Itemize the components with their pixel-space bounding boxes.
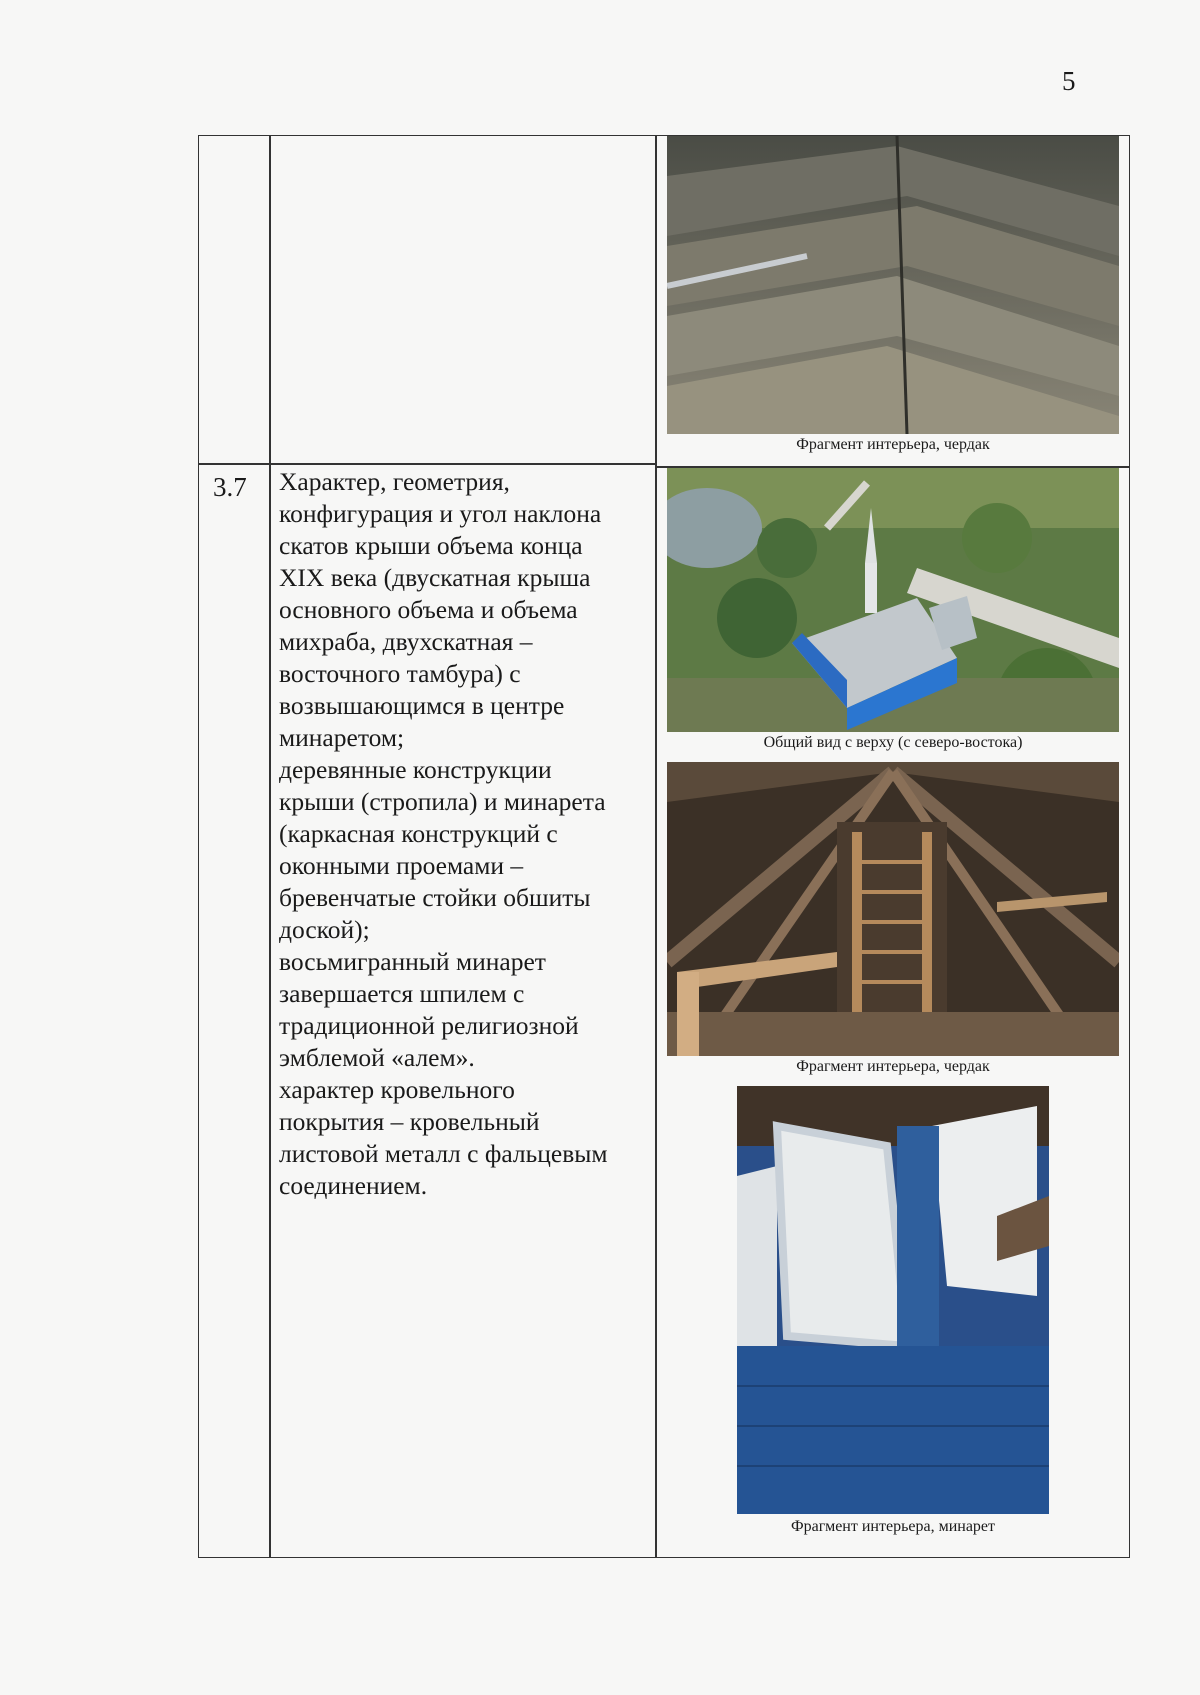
page-number: 5 <box>1062 66 1076 96</box>
heritage-table <box>198 135 1130 1558</box>
photo-caption: Фрагмент интерьера, чердак <box>796 436 990 453</box>
aerial-mosque-photo <box>667 468 1119 732</box>
log-wall-photo <box>667 136 1119 434</box>
row-number: 3.7 <box>213 472 247 502</box>
column-divider-description <box>655 136 657 1557</box>
photo-caption: Фрагмент интерьера, чердак <box>796 1058 990 1075</box>
attic-rafters-photo <box>667 762 1119 1056</box>
column-divider-number <box>269 136 271 1557</box>
row-description: Характер, геометрия, конфигурация и угол наклона скатов крыши объема конца XIX века (двускатная крыша основного объема и объема михраба, двухскатная – восточного тамбура) с возвышающимся в центре минаретом; деревянные конструкции крыши (стропила) и минарета (каркасная конструкций с оконными проемами – бревенчатые стойки обшиты доской); восьмигранный минарет завершается шпилем с традиционной религиозной эмблемой «алем». характер кровельного покрытия – кровельный листовой металл с фальцевым соединением. <box>279 467 608 1200</box>
photo-caption: Общий вид с верху (с северо-востока) <box>763 734 1023 751</box>
minaret-interior-photo <box>737 1086 1049 1514</box>
photo-caption: Фрагмент интерьера, минарет <box>790 1518 996 1535</box>
row-divider-left <box>199 463 655 465</box>
